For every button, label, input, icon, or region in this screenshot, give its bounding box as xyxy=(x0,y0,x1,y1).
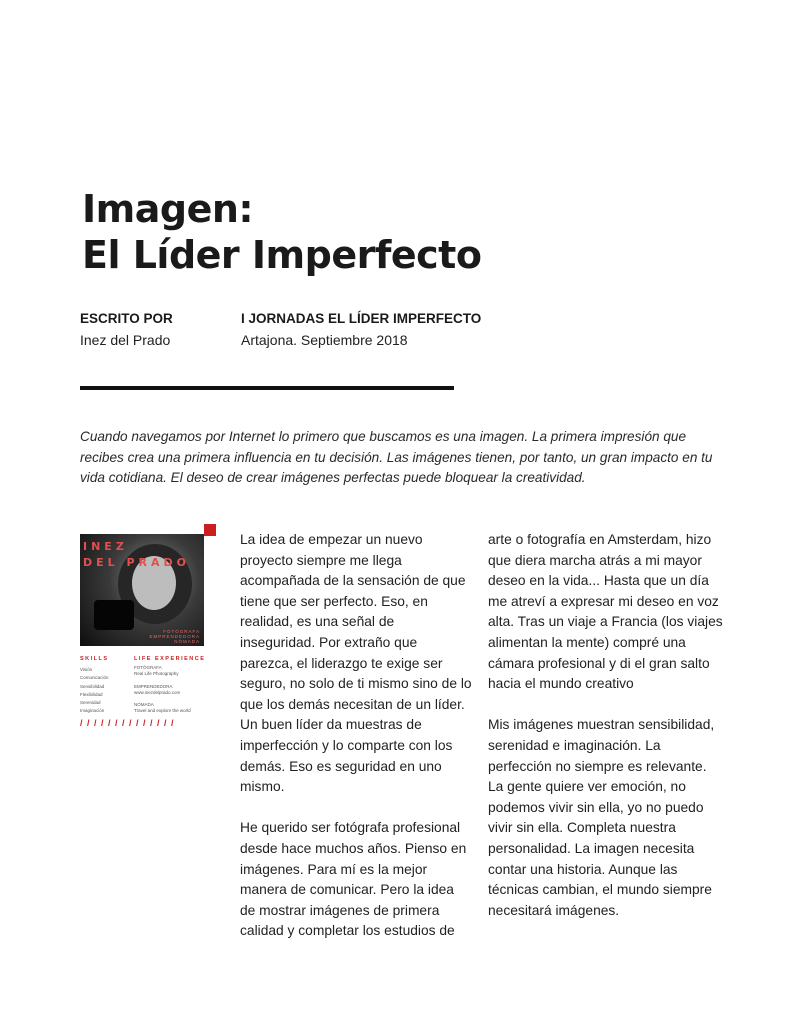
body-paragraph: arte o fotografía en Amsterdam, hizo que diera marcha atrás a mi mayor deseo en la vida... Hasta que un día me atreví a expresar mi deseo en voz alta. Tras un viaje a Francia (los viajes alimentan la mente) compré una cámara profesional y di el gran salto hacia el mundo creativo xyxy=(488,532,723,692)
body-paragraph: La idea de empezar un nuevo proyecto siempre me llega acompañada de la sensación de que tiene que ser perfecto. Eso, en realidad, es una señal de inseguridad. Por extraño que parezca, el liderazgo te exige ser seguro, no solo de ti mismo sino de lo que los demás necesitan de un líder. Un buen líder da muestras de imperfección y lo comparte con los demás. Eso es seguridad en uno mismo. xyxy=(240,532,472,795)
experience-item: EMPRENDEDORA xyxy=(134,683,173,689)
cv-role: FOTÓGRAFA xyxy=(163,629,200,634)
title-line-2: El Líder Imperfecto xyxy=(82,233,482,277)
cv-slash-divider: / / / / / / / / / / / / / / xyxy=(80,718,175,728)
skill-item: Sensibilidad xyxy=(80,683,105,689)
experience-item: Real Life Photography xyxy=(134,671,179,677)
skill-item: Imaginación xyxy=(80,708,105,714)
body-column-2 xyxy=(488,530,724,942)
title-line-1: Imagen: xyxy=(82,187,254,231)
cv-name-line-2: DEL PRADO xyxy=(83,556,191,569)
skills-list xyxy=(80,666,109,716)
experience-item: NÓMADA xyxy=(134,702,154,708)
title-divider xyxy=(80,386,454,390)
event-label: I JORNADAS EL LÍDER IMPERFECTO xyxy=(241,311,482,326)
cv-name-line-1: INEZ xyxy=(83,540,128,553)
red-tag-icon xyxy=(204,524,216,536)
event-detail: Artajona. Septiembre 2018 xyxy=(241,332,408,348)
body-paragraph: Mis imágenes muestran sensibilidad, serenidad e imaginación. La perfección no siempre es relevante. La gente quiere ver emoción, no podemos vivir sin ella, yo no puedo vivir sin ella. Completa nuestra personalidad. La imagen necesita contar una historia. Aunque las técnicas cambian, el mundo siempre necesitará imágenes. xyxy=(488,717,715,918)
author-label: ESCRITO POR xyxy=(80,311,173,326)
experience-list xyxy=(134,665,191,715)
cv-card xyxy=(80,524,223,730)
experience-item: FOTÓGRAFA xyxy=(134,665,162,670)
body-column-1 xyxy=(240,530,472,962)
experience-heading: LIFE EXPERIENCE xyxy=(134,656,206,662)
skill-item: Serenidad xyxy=(80,700,101,706)
camera-icon xyxy=(94,600,134,630)
profile-photo xyxy=(80,534,204,646)
body-paragraph: He querido ser fotógrafa profesional desde hace muchos años. Pienso en imágenes. Para mí es la mejor manera de comunicar. Pero la idea de mostrar imágenes de primera calidad y completar los estudios de xyxy=(240,820,467,939)
cv-role: EMPRENDEDORA xyxy=(149,634,200,639)
experience-item: www.inezdelprado.com xyxy=(134,689,181,695)
skill-item: Comunicación xyxy=(80,675,109,681)
page-title xyxy=(82,186,481,278)
experience-item: Travel and explore the world xyxy=(134,708,191,714)
skill-item: Flexibilidad xyxy=(80,691,103,697)
lead-paragraph: Cuando navegamos por Internet lo primero que buscamos es una imagen. La primera impresión que recibes crea una primera influencia en tu decisión. Las imágenes tienen, por tanto, un gran impacto en tu vida cotidiana. El deseo de crear imágenes perfectas puede bloquear la creatividad. xyxy=(80,429,713,485)
cv-role: NÓMADA xyxy=(174,639,200,644)
skills-heading: SKILLS xyxy=(80,656,109,662)
skill-item: Visión xyxy=(80,667,93,672)
author-name: Inez del Prado xyxy=(80,332,171,348)
